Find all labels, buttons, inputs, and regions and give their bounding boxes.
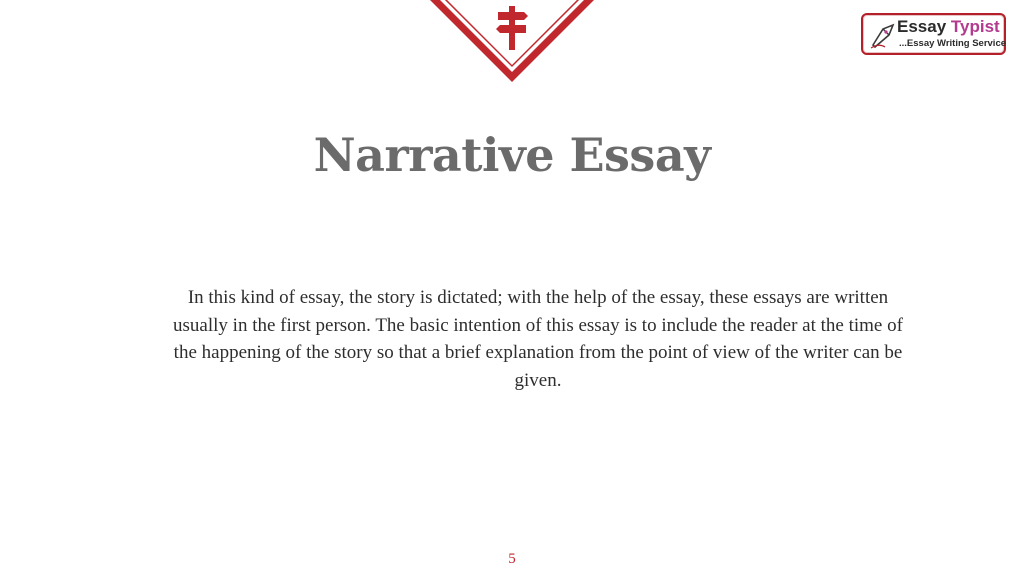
diamond-badge-shape	[420, 0, 604, 86]
logo-tagline: ...Essay Writing Service	[899, 38, 1007, 49]
logo-word-essay: Essay	[897, 17, 947, 36]
slide-title: Narrative Essay	[313, 128, 711, 182]
logo-word-typist: Typist	[950, 17, 1000, 36]
essay-typist-logo	[861, 13, 1006, 55]
fountain-pen-icon	[869, 21, 899, 49]
page-number: 5	[508, 551, 516, 567]
slide-body-text: In this kind of essay, the story is dictated; with the help of the essay, these essays are written usually in the first person. The basic intention of this essay is to include the reader at the time of the happening of the story so that a brief explanation from the point of view of the writer can be given.	[173, 287, 903, 391]
logo-wordmark	[897, 17, 1000, 37]
top-badge	[420, 0, 604, 86]
